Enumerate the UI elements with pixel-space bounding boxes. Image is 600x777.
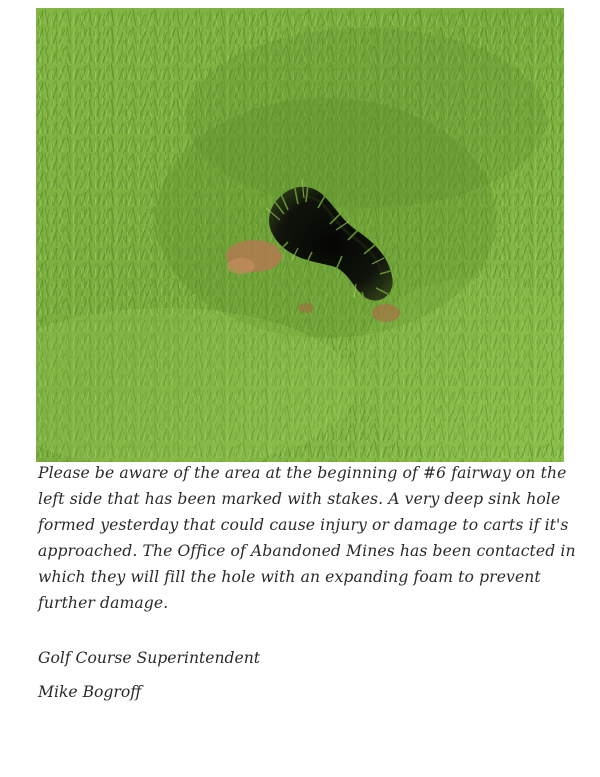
signature-title: Golf Course Superintendent (38, 649, 261, 667)
notice-text: Please be aware of the area at the beginning of #6 fairway on the left side that has been marked with stakes. A very deep sink hole formed yesterday that could cause injury or damage to carts if it's approached. The Office of Abandoned Mines has been contacted in which they will fill the hole with an expanding foam to prevent further damage. (38, 464, 576, 612)
sinkhole-photo (36, 8, 564, 462)
signature-name: Mike Bogroff (38, 683, 142, 701)
